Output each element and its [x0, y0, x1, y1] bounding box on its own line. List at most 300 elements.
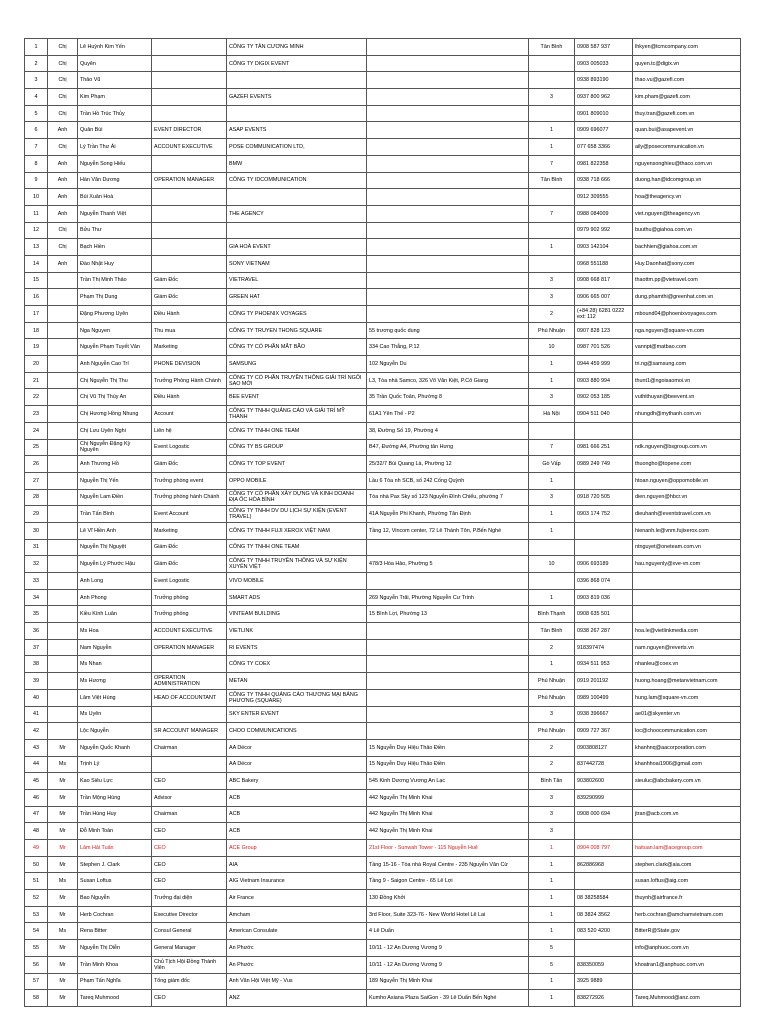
- name-cell: Lý Trần Thư Ái: [78, 139, 152, 156]
- phone-cell: [575, 823, 633, 840]
- email-cell: thaottm.pp@vietravel.com: [633, 272, 741, 289]
- company-cell: CÔNG TY CỔ PHẦN TRUYỀN THÔNG GIẢI TRÍ NGÔI SAO MỚI: [227, 372, 367, 389]
- table-row: [25, 372, 741, 389]
- table-row: [25, 55, 741, 72]
- address-cell: [367, 89, 529, 106]
- district-cell: 1: [529, 873, 575, 890]
- company-cell: CÔNG TY TNHH ONE TEAM: [227, 422, 367, 439]
- phone-cell: 3925 9889: [575, 973, 633, 990]
- email-cell: stephen.clark@aia.com: [633, 856, 741, 873]
- contact-rows: [25, 39, 741, 1007]
- position-cell: Giám Đốc: [152, 289, 227, 306]
- address-cell: 21st Floor - Sunwah Tower - 115 Nguyễn Huệ: [367, 840, 529, 857]
- phone-cell: 0906 693189: [575, 556, 633, 573]
- district-cell: 3: [529, 806, 575, 823]
- company-cell: [227, 105, 367, 122]
- table-row: [25, 656, 741, 673]
- district-cell: 1: [529, 139, 575, 156]
- email-cell: nam.nguyen@reverts.vn: [633, 639, 741, 656]
- district-cell: 3: [529, 89, 575, 106]
- company-cell: CÔNG TY CỔ PHẦN XÂY DỰNG VÀ KINH DOANH ĐỊA ỐC HÒA BÌNH: [227, 489, 367, 506]
- title-cell: [48, 339, 78, 356]
- title-cell: Mr: [48, 856, 78, 873]
- phone-cell: 903802600: [575, 773, 633, 790]
- district-cell: 2: [529, 639, 575, 656]
- table-row: [25, 255, 741, 272]
- email-cell: hoa.le@vietlinkmedia.com: [633, 623, 741, 640]
- row-number: 55: [25, 940, 48, 957]
- title-cell: Chị: [48, 89, 78, 106]
- district-cell: 3: [529, 823, 575, 840]
- name-cell: Bùi Xuân Hoà: [78, 189, 152, 206]
- district-cell: Gò Vấp: [529, 456, 575, 473]
- position-cell: CEO: [152, 856, 227, 873]
- district-cell: [529, 105, 575, 122]
- row-number: 36: [25, 623, 48, 640]
- title-cell: Chị: [48, 72, 78, 89]
- position-cell: General Manager: [152, 940, 227, 957]
- address-cell: [367, 639, 529, 656]
- table-row: [25, 172, 741, 189]
- phone-cell: 838272926: [575, 990, 633, 1007]
- table-row: [25, 105, 741, 122]
- address-cell: [367, 189, 529, 206]
- position-cell: Chairman: [152, 739, 227, 756]
- company-cell: ANZ: [227, 990, 367, 1007]
- row-number: 52: [25, 890, 48, 907]
- address-cell: 130 Đồng Khởi: [367, 890, 529, 907]
- phone-cell: 0909 696077: [575, 122, 633, 139]
- table-row: [25, 956, 741, 973]
- title-cell: [48, 639, 78, 656]
- title-cell: Chị: [48, 222, 78, 239]
- district-cell: Bình Tân: [529, 773, 575, 790]
- company-cell: An Phước: [227, 940, 367, 957]
- company-cell: SMART ADS: [227, 589, 367, 606]
- name-cell: Bửu Thư: [78, 222, 152, 239]
- email-cell: huong.hoang@metanvietnam.com: [633, 673, 741, 690]
- table-row: [25, 122, 741, 139]
- company-cell: ASAP EVENTS: [227, 122, 367, 139]
- email-cell: hau.nguyenly@xve-vn.com: [633, 556, 741, 573]
- name-cell: Anh Phong: [78, 589, 152, 606]
- company-cell: AIG Vietnam Insurance: [227, 873, 367, 890]
- phone-cell: 0903 005033: [575, 55, 633, 72]
- company-cell: CÔNG TY COEX: [227, 656, 367, 673]
- title-cell: Chị: [48, 139, 78, 156]
- company-cell: CÔNG TY TNHH QUẢNG CÁO THƯƠNG MẠI BẢNG PHƯƠNG (SQUARE): [227, 689, 367, 706]
- email-cell: BitterR@State.gov: [633, 923, 741, 940]
- row-number: 29: [25, 506, 48, 523]
- title-cell: [48, 589, 78, 606]
- table-row: [25, 522, 741, 539]
- row-number: 27: [25, 472, 48, 489]
- email-cell: thao.vu@gazefi.com: [633, 72, 741, 89]
- district-cell: [529, 573, 575, 590]
- company-cell: An Phước: [227, 956, 367, 973]
- address-cell: Tòa nhà Pax Sky số 123 Nguyễn Đình Chiểu, phường 7: [367, 489, 529, 506]
- table-row: [25, 606, 741, 623]
- phone-cell: 0944 459 999: [575, 356, 633, 373]
- title-cell: [48, 422, 78, 439]
- row-number: 9: [25, 172, 48, 189]
- table-row: [25, 322, 741, 339]
- district-cell: Tân Bình: [529, 39, 575, 56]
- address-cell: 38, Đường Số 19, Phường 4: [367, 422, 529, 439]
- row-number: 20: [25, 356, 48, 373]
- email-cell: dung.phamthi@greenhat.com.vn: [633, 289, 741, 306]
- address-cell: 25/32/7 Bùi Quang Là, Phường 12: [367, 456, 529, 473]
- email-cell: [633, 823, 741, 840]
- company-cell: ACB: [227, 806, 367, 823]
- company-cell: AIA: [227, 856, 367, 873]
- title-cell: Anh: [48, 205, 78, 222]
- company-cell: THE AGENCY: [227, 205, 367, 222]
- address-cell: [367, 239, 529, 256]
- email-cell: vannpt@matbao.com: [633, 339, 741, 356]
- table-row: [25, 756, 741, 773]
- name-cell: Trần Mộng Hùng: [78, 789, 152, 806]
- name-cell: Phạm Thị Dung: [78, 289, 152, 306]
- title-cell: [48, 489, 78, 506]
- district-cell: Phú Nhuận: [529, 322, 575, 339]
- name-cell: Ms Uyên: [78, 706, 152, 723]
- address-cell: 334 Cao Thắng, P.12: [367, 339, 529, 356]
- address-cell: L3, Tòa nhà Samco, 326 Võ Văn Kiệt, P.Cô Giang: [367, 372, 529, 389]
- title-cell: Mr: [48, 840, 78, 857]
- phone-cell: 0968 551188: [575, 255, 633, 272]
- email-cell: dien.nguyen@hbcr.vn: [633, 489, 741, 506]
- name-cell: Trần Hùng Huy: [78, 806, 152, 823]
- address-cell: [367, 39, 529, 56]
- district-cell: Phú Nhuận: [529, 689, 575, 706]
- address-cell: Tầng 15-16 - Tòa nhà Royal Centre - 235 Nguyễn Văn Cừ: [367, 856, 529, 873]
- table-row: [25, 439, 741, 456]
- title-cell: Anh: [48, 172, 78, 189]
- district-cell: 1: [529, 856, 575, 873]
- name-cell: Anh Nguyễn Cao Trí: [78, 356, 152, 373]
- district-cell: 3: [529, 789, 575, 806]
- name-cell: Ms Nhan: [78, 656, 152, 673]
- email-cell: duong.han@idcomgroup.vn: [633, 172, 741, 189]
- table-row: [25, 356, 741, 373]
- position-cell: Event Logostic: [152, 439, 227, 456]
- address-cell: 189 Nguyễn Thị Minh Khai: [367, 973, 529, 990]
- phone-cell: 08 3824 3562: [575, 906, 633, 923]
- company-cell: Amcham: [227, 906, 367, 923]
- email-cell: info@anphuoc.com.vn: [633, 940, 741, 957]
- title-cell: Ms: [48, 873, 78, 890]
- name-cell: Nguyễn Lam Điền: [78, 489, 152, 506]
- address-cell: [367, 673, 529, 690]
- table-row: [25, 723, 741, 740]
- district-cell: 1: [529, 356, 575, 373]
- table-row: [25, 72, 741, 89]
- position-cell: [152, 105, 227, 122]
- email-cell: nhungdh@mythanh.com.vn: [633, 406, 741, 423]
- position-cell: [152, 205, 227, 222]
- position-cell: OPERATION MANAGER: [152, 639, 227, 656]
- row-number: 10: [25, 189, 48, 206]
- name-cell: Nguyễn Lý Phước Hậu: [78, 556, 152, 573]
- district-cell: [529, 422, 575, 439]
- table-row: [25, 789, 741, 806]
- phone-cell: 08 38258584: [575, 890, 633, 907]
- company-cell: Anh Văn Hội Việt Mỹ - Vus: [227, 973, 367, 990]
- email-cell: ndk.nguyen@bsgroup.com.vn: [633, 439, 741, 456]
- district-cell: 3: [529, 489, 575, 506]
- district-cell: Phú Nhuận: [529, 673, 575, 690]
- district-cell: Tân Bình: [529, 623, 575, 640]
- row-number: 22: [25, 389, 48, 406]
- email-cell: mbound04@phoenixvoyages.com: [633, 306, 741, 323]
- row-number: 39: [25, 673, 48, 690]
- address-cell: 442 Nguyễn Thị Minh Khai: [367, 823, 529, 840]
- title-cell: [48, 539, 78, 556]
- district-cell: 7: [529, 205, 575, 222]
- row-number: 11: [25, 205, 48, 222]
- table-row: [25, 272, 741, 289]
- phone-cell: 077 658 3366: [575, 139, 633, 156]
- title-cell: Chị: [48, 39, 78, 56]
- title-cell: Anh: [48, 155, 78, 172]
- row-number: 47: [25, 806, 48, 823]
- email-cell: Tareq.Muhmood@anz.com: [633, 990, 741, 1007]
- table-row: [25, 823, 741, 840]
- name-cell: Đào Nhật Huy: [78, 255, 152, 272]
- company-cell: OPPO MOBILE: [227, 472, 367, 489]
- title-cell: [48, 306, 78, 323]
- email-cell: htoan.nguyen@oppomobile.vn: [633, 472, 741, 489]
- company-cell: SAMSUNG: [227, 356, 367, 373]
- position-cell: CEO: [152, 990, 227, 1007]
- position-cell: [152, 189, 227, 206]
- company-cell: CÔNG TY TNHH FUJI XEROX VIỆT NAM: [227, 522, 367, 539]
- position-cell: OPERATION MANAGER: [152, 172, 227, 189]
- email-cell: loc@choocommunication.com: [633, 723, 741, 740]
- phone-cell: 0908 000 694: [575, 806, 633, 823]
- position-cell: Marketing: [152, 339, 227, 356]
- name-cell: Chị Vũ Thị Thùy An: [78, 389, 152, 406]
- email-cell: kim.pham@gazefi.com: [633, 89, 741, 106]
- district-cell: 7: [529, 155, 575, 172]
- table-row: [25, 205, 741, 222]
- company-cell: CÔNG TY TNHH QUẢNG CÁO VÀ GIẢI TRÍ MỸ THANH: [227, 406, 367, 423]
- name-cell: Ms Hương: [78, 673, 152, 690]
- email-cell: thuy.tran@gazefi.com.vn: [633, 105, 741, 122]
- district-cell: [529, 55, 575, 72]
- position-cell: Trưởng Phòng Hành Chánh: [152, 372, 227, 389]
- position-cell: Executive Director: [152, 906, 227, 923]
- address-cell: [367, 573, 529, 590]
- table-row: [25, 673, 741, 690]
- name-cell: Lâm Hải Tuấn: [78, 840, 152, 857]
- address-cell: [367, 205, 529, 222]
- row-number: 26: [25, 456, 48, 473]
- position-cell: ACCOUNT EXECUTIVE: [152, 139, 227, 156]
- title-cell: [48, 272, 78, 289]
- phone-cell: 0979 902 992: [575, 222, 633, 239]
- table-row: [25, 706, 741, 723]
- company-cell: CÔNG TY BS GROUP: [227, 439, 367, 456]
- company-cell: CÔNG TY DIGIX EVENT: [227, 55, 367, 72]
- name-cell: Chị Nguyễn Đặng Kỳ Nguyên: [78, 439, 152, 456]
- name-cell: Lộc Nguyễn: [78, 723, 152, 740]
- address-cell: 3rd Floor, Suite 323-76 - New World Hotel Lê Lai: [367, 906, 529, 923]
- title-cell: [48, 472, 78, 489]
- table-row: [25, 739, 741, 756]
- row-number: 48: [25, 823, 48, 840]
- district-cell: 5: [529, 940, 575, 957]
- table-row: [25, 39, 741, 56]
- address-cell: [367, 72, 529, 89]
- email-cell: [633, 606, 741, 623]
- position-cell: Event Account: [152, 506, 227, 523]
- contact-sheet: [24, 38, 741, 1007]
- row-number: 41: [25, 706, 48, 723]
- row-number: 45: [25, 773, 48, 790]
- row-number: 34: [25, 589, 48, 606]
- phone-cell: 0907 828 123: [575, 322, 633, 339]
- row-number: 30: [25, 522, 48, 539]
- address-cell: [367, 306, 529, 323]
- title-cell: [48, 573, 78, 590]
- position-cell: Trưởng phòng: [152, 606, 227, 623]
- phone-cell: 0989 249 749: [575, 456, 633, 473]
- district-cell: 1: [529, 656, 575, 673]
- company-cell: [227, 189, 367, 206]
- name-cell: Chị Lưu Uyên Nghi: [78, 422, 152, 439]
- phone-cell: 862886968: [575, 856, 633, 873]
- title-cell: [48, 506, 78, 523]
- district-cell: 10: [529, 556, 575, 573]
- table-row: [25, 306, 741, 323]
- phone-cell: 0903 819 036: [575, 589, 633, 606]
- row-number: 31: [25, 539, 48, 556]
- phone-cell: 0901 809010: [575, 105, 633, 122]
- phone-cell: 0909 727 367: [575, 723, 633, 740]
- position-cell: [152, 756, 227, 773]
- email-cell: sieuluc@abcbakery.com.vn: [633, 773, 741, 790]
- email-cell: susan.loftus@aig.com: [633, 873, 741, 890]
- phone-cell: 0938 718 666: [575, 172, 633, 189]
- company-cell: CÔNG TY CỔ PHẦN MẮT BÃO: [227, 339, 367, 356]
- table-row: [25, 873, 741, 890]
- phone-cell: [575, 522, 633, 539]
- name-cell: Nam Nguyễn: [78, 639, 152, 656]
- email-cell: herb.cochran@amchamvietnam.com: [633, 906, 741, 923]
- district-cell: [529, 222, 575, 239]
- district-cell: 1: [529, 522, 575, 539]
- name-cell: Trần Tấn Bình: [78, 506, 152, 523]
- row-number: 8: [25, 155, 48, 172]
- name-cell: Hàn Văn Dương: [78, 172, 152, 189]
- email-cell: ae01@skyenter.vn: [633, 706, 741, 723]
- title-cell: [48, 389, 78, 406]
- company-cell: METAN: [227, 673, 367, 690]
- email-cell: aily@posecommunication.vn: [633, 139, 741, 156]
- address-cell: 102 Nguyễn Du: [367, 356, 529, 373]
- address-cell: Tầng 9 - Saigon Centre - 65 Lê Lợi: [367, 873, 529, 890]
- name-cell: Lâm Việt Hùng: [78, 689, 152, 706]
- table-row: [25, 890, 741, 907]
- title-cell: Mr: [48, 940, 78, 957]
- position-cell: Marketing: [152, 522, 227, 539]
- row-number: 23: [25, 406, 48, 423]
- address-cell: 442 Nguyễn Thị Minh Khai: [367, 806, 529, 823]
- position-cell: [152, 72, 227, 89]
- position-cell: Tổng giám đốc: [152, 973, 227, 990]
- name-cell: Trần Minh Khoa: [78, 956, 152, 973]
- email-cell: thunt1@ngoisaomoi.vn: [633, 372, 741, 389]
- email-cell: khanhhoai1906@gmail.com: [633, 756, 741, 773]
- position-cell: Chủ Tịch Hội Đồng Thành Viên: [152, 956, 227, 973]
- position-cell: Giám Đốc: [152, 556, 227, 573]
- position-cell: Giám Đốc: [152, 456, 227, 473]
- position-cell: CEO: [152, 873, 227, 890]
- address-cell: [367, 289, 529, 306]
- phone-cell: 0908 635 501: [575, 606, 633, 623]
- address-cell: B47, Đường A4, Phường tân Hưng: [367, 439, 529, 456]
- email-cell: viet.nguyen@theagency.vn: [633, 205, 741, 222]
- phone-cell: 0919 201192: [575, 673, 633, 690]
- name-cell: Trịnh Lý: [78, 756, 152, 773]
- company-cell: AA Décor: [227, 739, 367, 756]
- position-cell: EVENT DIRECTOR: [152, 122, 227, 139]
- district-cell: 1: [529, 973, 575, 990]
- company-cell: VIETRAVEL: [227, 272, 367, 289]
- company-cell: CÔNG TY TOP EVENT: [227, 456, 367, 473]
- title-cell: [48, 723, 78, 740]
- company-cell: GREEN HAT: [227, 289, 367, 306]
- table-row: [25, 489, 741, 506]
- title-cell: [48, 356, 78, 373]
- table-row: [25, 239, 741, 256]
- phone-cell: 0903 142104: [575, 239, 633, 256]
- row-number: 16: [25, 289, 48, 306]
- phone-cell: 0904 511 040: [575, 406, 633, 423]
- name-cell: Nguyễn Thị Yến: [78, 472, 152, 489]
- phone-cell: 839290999: [575, 789, 633, 806]
- table-row: [25, 840, 741, 857]
- company-cell: [227, 72, 367, 89]
- district-cell: 1: [529, 589, 575, 606]
- title-cell: [48, 322, 78, 339]
- email-cell: haituan.lam@acegroup.com: [633, 840, 741, 857]
- address-cell: [367, 172, 529, 189]
- title-cell: [48, 456, 78, 473]
- email-cell: khanhnq@aacorporation.com: [633, 739, 741, 756]
- district-cell: 2: [529, 306, 575, 323]
- district-cell: 3: [529, 706, 575, 723]
- table-row: [25, 139, 741, 156]
- name-cell: Trần Thị Minh Thảo: [78, 272, 152, 289]
- position-cell: [152, 55, 227, 72]
- name-cell: Susan Loftus: [78, 873, 152, 890]
- name-cell: Stephen J. Clark: [78, 856, 152, 873]
- email-cell: lhkyen@tcmcompany.com: [633, 39, 741, 56]
- phone-cell: 0906 665 007: [575, 289, 633, 306]
- email-cell: quyen.tc@digix.vn: [633, 55, 741, 72]
- district-cell: Bình Thạnh: [529, 606, 575, 623]
- position-cell: [152, 656, 227, 673]
- email-cell: dieuhanh@eventstravel.com.vn: [633, 506, 741, 523]
- phone-cell: 083 520 4200: [575, 923, 633, 940]
- name-cell: Nga Nguyen: [78, 322, 152, 339]
- company-cell: CÔNG TY TRUYEN THONG SQUARE: [227, 322, 367, 339]
- company-cell: CÔNG TY IDCOMMUNICATION: [227, 172, 367, 189]
- table-row: [25, 639, 741, 656]
